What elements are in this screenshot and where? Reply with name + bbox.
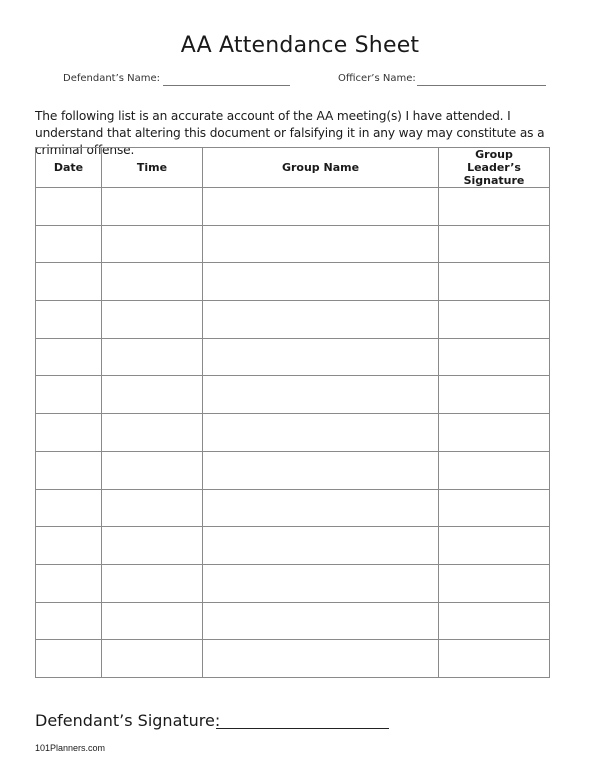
- leader-signature-cell[interactable]: [439, 225, 550, 263]
- date-cell[interactable]: [36, 527, 102, 565]
- time-cell[interactable]: [102, 301, 203, 339]
- column-header-leader-signature: Group Leader’s Signature: [439, 148, 550, 188]
- defendant-signature-label: Defendant’s Signature:: [35, 711, 221, 730]
- leader-signature-cell[interactable]: [439, 527, 550, 565]
- group-name-cell[interactable]: [203, 451, 439, 489]
- date-cell[interactable]: [36, 225, 102, 263]
- table-row: [36, 188, 550, 226]
- table-row: [36, 564, 550, 602]
- table-row: [36, 451, 550, 489]
- date-cell[interactable]: [36, 451, 102, 489]
- leader-signature-cell[interactable]: [439, 301, 550, 339]
- group-name-cell[interactable]: [203, 564, 439, 602]
- group-name-cell[interactable]: [203, 376, 439, 414]
- group-name-cell[interactable]: [203, 414, 439, 452]
- table-row: [36, 263, 550, 301]
- time-cell[interactable]: [102, 338, 203, 376]
- table-body: [36, 188, 550, 678]
- defendant-signature-field[interactable]: [216, 728, 389, 729]
- date-cell[interactable]: [36, 301, 102, 339]
- table-row: [36, 338, 550, 376]
- table-row: [36, 376, 550, 414]
- group-name-cell[interactable]: [203, 338, 439, 376]
- group-name-cell[interactable]: [203, 301, 439, 339]
- column-header-time: Time: [102, 148, 203, 188]
- attendance-table: [35, 147, 550, 678]
- time-cell[interactable]: [102, 414, 203, 452]
- leader-signature-cell[interactable]: [439, 338, 550, 376]
- group-name-cell[interactable]: [203, 602, 439, 640]
- group-name-cell[interactable]: [203, 527, 439, 565]
- leader-signature-cell[interactable]: [439, 263, 550, 301]
- table-header-row: [36, 148, 550, 188]
- time-cell[interactable]: [102, 376, 203, 414]
- group-name-cell[interactable]: [203, 188, 439, 226]
- defendant-name-field[interactable]: [163, 85, 290, 86]
- officer-name-field[interactable]: [417, 85, 546, 86]
- date-cell[interactable]: [36, 376, 102, 414]
- leader-signature-cell[interactable]: [439, 451, 550, 489]
- officer-name-label: Officer’s Name:: [338, 73, 416, 84]
- table-row: [36, 301, 550, 339]
- column-header-group-name: Group Name: [203, 148, 439, 188]
- leader-signature-cell[interactable]: [439, 602, 550, 640]
- leader-signature-cell[interactable]: [439, 414, 550, 452]
- date-cell[interactable]: [36, 489, 102, 527]
- date-cell[interactable]: [36, 640, 102, 678]
- group-name-cell[interactable]: [203, 263, 439, 301]
- intro-statement: The following list is an accurate account of the AA meeting(s) I have attended. I understand that altering this document or falsifying it in any way may constitute as a criminal offense.: [35, 109, 545, 157]
- table-row: [36, 489, 550, 527]
- date-cell[interactable]: [36, 188, 102, 226]
- table-row: [36, 414, 550, 452]
- group-name-cell[interactable]: [203, 640, 439, 678]
- group-name-cell[interactable]: [203, 489, 439, 527]
- defendant-name-label: Defendant’s Name:: [63, 73, 161, 84]
- date-cell[interactable]: [36, 414, 102, 452]
- leader-signature-cell[interactable]: [439, 188, 550, 226]
- date-cell[interactable]: [36, 602, 102, 640]
- time-cell[interactable]: [102, 564, 203, 602]
- time-cell[interactable]: [102, 263, 203, 301]
- table-row: [36, 602, 550, 640]
- time-cell[interactable]: [102, 225, 203, 263]
- footer-source: 101Planners.com: [35, 743, 106, 753]
- leader-signature-cell[interactable]: [439, 489, 550, 527]
- table-row: [36, 527, 550, 565]
- date-cell[interactable]: [36, 338, 102, 376]
- time-cell[interactable]: [102, 489, 203, 527]
- time-cell[interactable]: [102, 451, 203, 489]
- column-header-date: Date: [36, 148, 102, 188]
- leader-signature-cell[interactable]: [439, 564, 550, 602]
- page-title: AA Attendance Sheet: [180, 33, 420, 58]
- time-cell[interactable]: [102, 188, 203, 226]
- date-cell[interactable]: [36, 564, 102, 602]
- date-cell[interactable]: [36, 263, 102, 301]
- time-cell[interactable]: [102, 640, 203, 678]
- leader-signature-cell[interactable]: [439, 376, 550, 414]
- time-cell[interactable]: [102, 527, 203, 565]
- table-row: [36, 640, 550, 678]
- time-cell[interactable]: [102, 602, 203, 640]
- leader-signature-cell[interactable]: [439, 640, 550, 678]
- table-row: [36, 225, 550, 263]
- group-name-cell[interactable]: [203, 225, 439, 263]
